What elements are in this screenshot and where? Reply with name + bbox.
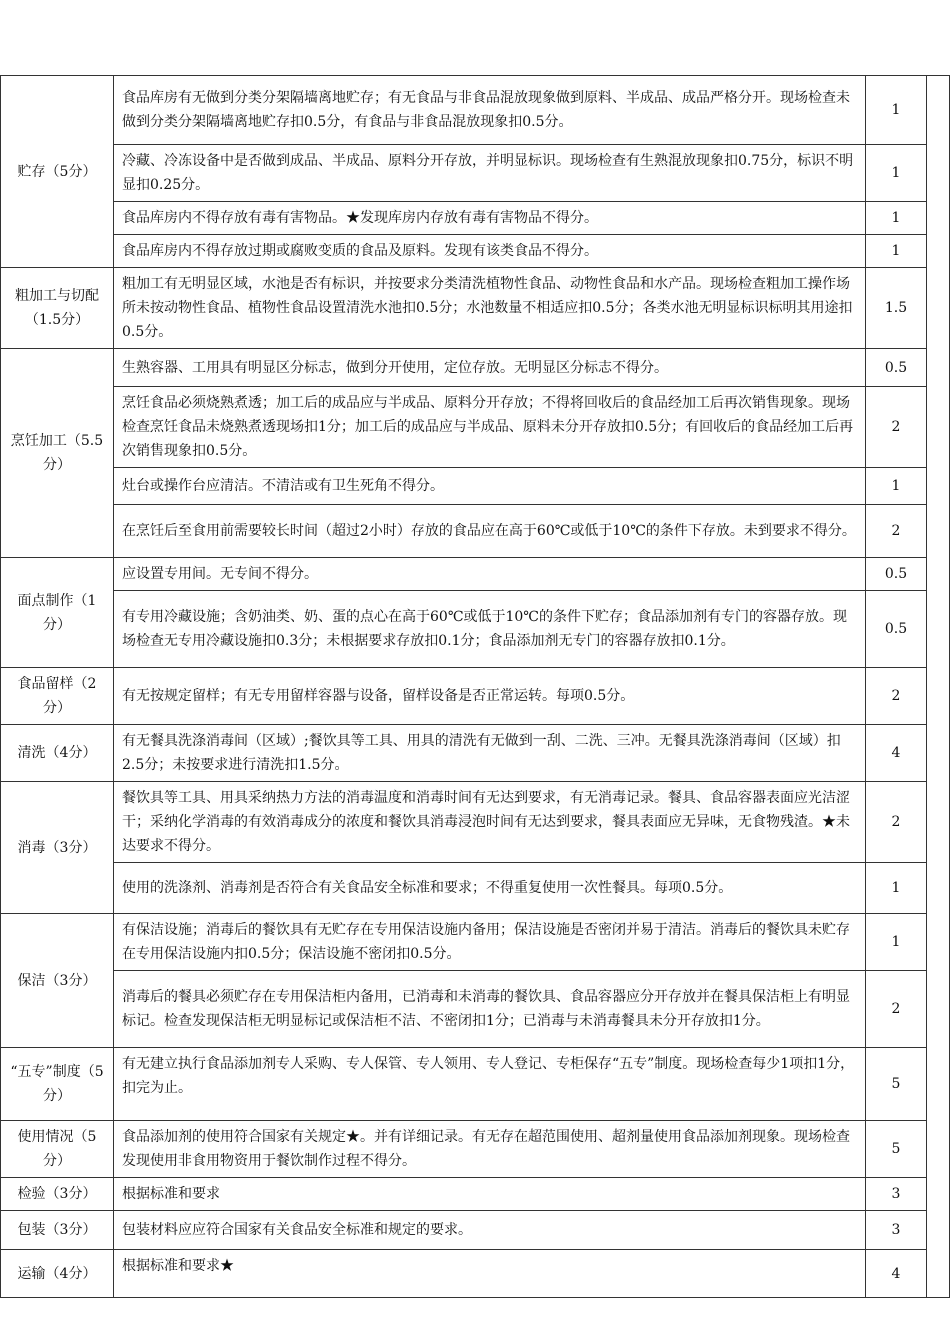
requirement-cell: 冷藏、冷冻设备中是否做到成品、半成品、原料分开存放，并明显标识。现场检查有生熟混放现象扣0.75分，标识不明显扣0.25分。 xyxy=(114,145,866,202)
score-cell: 4 xyxy=(866,725,927,782)
score-cell: 2 xyxy=(866,668,927,725)
requirement-cell: 有无按规定留样；有无专用留样容器与设备，留样设备是否正常运转。每项0.5分。 xyxy=(114,668,866,725)
category-cell: 清洗（4分） xyxy=(1,725,114,782)
score-cell: 0.5 xyxy=(866,349,927,387)
category-cell: 使用情况（5分） xyxy=(1,1121,114,1178)
category-cell: 烹饪加工（5.5分） xyxy=(1,349,114,558)
requirement-cell: 有无餐具洗涤消毒间（区域）;餐饮具等工具、用具的清洗有无做到一刮、二洗、三冲。无餐具洗涤消毒间（区域）扣2.5分；未按要求进行清洗扣1.5分。 xyxy=(114,725,866,782)
score-cell: 2 xyxy=(866,387,927,468)
table-row xyxy=(1,1178,950,1211)
table-row xyxy=(1,1250,950,1298)
table-row xyxy=(1,76,950,145)
score-cell: 1 xyxy=(866,76,927,145)
category-cell: 运输（4分） xyxy=(1,1250,114,1298)
table-row xyxy=(1,145,950,202)
table-row xyxy=(1,725,950,782)
score-cell: 1 xyxy=(866,468,927,505)
table-row xyxy=(1,591,950,668)
score-cell: 2 xyxy=(866,505,927,558)
requirement-cell: 有专用冷藏设施；含奶油类、奶、蛋的点心在高于60℃或低于10℃的条件下贮存；食品添加剂有专门的容器存放。现场检查无专用冷藏设施扣0.3分；未根据要求存放扣0.1分；食品添加剂无专门的容器存放扣0.1分。 xyxy=(114,591,866,668)
category-cell: “五专”制度（5分） xyxy=(1,1048,114,1121)
table-row xyxy=(1,202,950,235)
requirement-cell: 根据标准和要求 xyxy=(114,1178,866,1211)
requirement-cell: 食品库房有无做到分类分架隔墙离地贮存；有无食品与非食品混放现象做到原料、半成品、成品严格分开。现场检查未做到分类分架隔墙离地贮存扣0.5分，有食品与非食品混放现象扣0.5分。 xyxy=(114,76,866,145)
table-row xyxy=(1,782,950,863)
table-row xyxy=(1,863,950,914)
score-cell: 1 xyxy=(866,235,927,268)
score-cell: 1 xyxy=(866,202,927,235)
requirement-cell: 食品添加剂的使用符合国家有关规定★。并有详细记录。有无存在超范围使用、超剂量使用食品添加剂现象。现场检查发现使用非食用物资用于餐饮制作过程不得分。 xyxy=(114,1121,866,1178)
inspection-table xyxy=(0,75,950,1298)
table-row xyxy=(1,1121,950,1178)
score-cell: 1 xyxy=(866,145,927,202)
score-cell: 3 xyxy=(866,1211,927,1250)
table-row xyxy=(1,1048,950,1121)
score-cell: 2 xyxy=(866,782,927,863)
table-row xyxy=(1,1211,950,1250)
category-cell: 粗加工与切配（1.5分） xyxy=(1,268,114,349)
category-cell: 食品留样（2分） xyxy=(1,668,114,725)
requirement-cell: 餐饮具等工具、用具采纳热力方法的消毒温度和消毒时间有无达到要求，有无消毒记录。餐具、食品容器表面应光洁涩干；采纳化学消毒的有效消毒成分的浓度和餐饮具消毒浸泡时间有无达到要求，餐具表面应无异味，无食物残渣。★未达要求不得分。 xyxy=(114,782,866,863)
requirement-cell: 食品库房内不得存放有毒有害物品。★发现库房内存放有毒有害物品不得分。 xyxy=(114,202,866,235)
requirement-cell: 使用的洗涤剂、消毒剂是否符合有关食品安全标准和要求；不得重复使用一次性餐具。每项0.5分。 xyxy=(114,863,866,914)
category-cell: 面点制作（1分） xyxy=(1,558,114,668)
requirement-cell: 食品库房内不得存放过期或腐败变质的食品及原料。发现有该类食品不得分。 xyxy=(114,235,866,268)
requirement-cell: 应设置专用间。无专间不得分。 xyxy=(114,558,866,591)
score-cell: 0.5 xyxy=(866,591,927,668)
category-cell: 包装（3分） xyxy=(1,1211,114,1250)
table-row xyxy=(1,558,950,591)
score-cell: 2 xyxy=(866,971,927,1048)
requirement-cell: 包装材料应应符合国家有关食品安全标准和规定的要求。 xyxy=(114,1211,866,1250)
category-cell: 贮存（5分） xyxy=(1,76,114,268)
table-row xyxy=(1,235,950,268)
score-cell: 0.5 xyxy=(866,558,927,591)
score-cell: 1 xyxy=(866,863,927,914)
requirement-cell: 有保洁设施；消毒后的餐饮具有无贮存在专用保洁设施内备用；保洁设施是否密闭并易于清洁。消毒后的餐饮具未贮存在专用保洁设施内扣0.5分；保洁设施不密闭扣0.5分。 xyxy=(114,914,866,971)
blank-column xyxy=(927,76,950,1298)
table-row xyxy=(1,349,950,387)
requirement-cell: 在烹饪后至食用前需要较长时间（超过2小时）存放的食品应在高于60℃或低于10℃的条件下存放。未到要求不得分。 xyxy=(114,505,866,558)
score-cell: 5 xyxy=(866,1048,927,1121)
score-cell: 4 xyxy=(866,1250,927,1298)
category-cell: 消毒（3分） xyxy=(1,782,114,914)
score-cell: 1.5 xyxy=(866,268,927,349)
requirement-cell: 消毒后的餐具必须贮存在专用保洁柜内备用，已消毒和未消毒的餐饮具、食品容器应分开存放并在餐具保洁柜上有明显标记。检查发现保洁柜无明显标记或保洁柜不洁、不密闭扣1分；已消毒与未消毒餐具未分开存放扣1分。 xyxy=(114,971,866,1048)
table-row xyxy=(1,668,950,725)
requirement-cell: 灶台或操作台应清洁。不清洁或有卫生死角不得分。 xyxy=(114,468,866,505)
category-cell: 保洁（3分） xyxy=(1,914,114,1048)
category-cell: 检验（3分） xyxy=(1,1178,114,1211)
table-row xyxy=(1,268,950,349)
table-row xyxy=(1,505,950,558)
table-row xyxy=(1,971,950,1048)
requirement-cell: 根据标准和要求★ xyxy=(114,1250,866,1298)
table-row xyxy=(1,468,950,505)
score-cell: 5 xyxy=(866,1121,927,1178)
table-row xyxy=(1,387,950,468)
requirement-cell: 有无建立执行食品添加剂专人采购、专人保管、专人领用、专人登记、专柜保存“五专”制度。现场检查每少1项扣1分，扣完为止。 xyxy=(114,1048,866,1121)
score-cell: 3 xyxy=(866,1178,927,1211)
requirement-cell: 生熟容器、工用具有明显区分标志，做到分开使用，定位存放。无明显区分标志不得分。 xyxy=(114,349,866,387)
requirement-cell: 烹饪食品必须烧熟煮透；加工后的成品应与半成品、原料分开存放；不得将回收后的食品经加工后再次销售现象。现场检查烹饪食品未烧熟煮透现场扣1分；加工后的成品应与半成品、原料未分开存放扣0.5分；有回收后的食品经加工后再次销售现象扣0.5分。 xyxy=(114,387,866,468)
table-row xyxy=(1,914,950,971)
requirement-cell: 粗加工有无明显区域，水池是否有标识，并按要求分类清洗植物性食品、动物性食品和水产品。现场检查粗加工操作场所未按动物性食品、植物性食品设置清洗水池扣0.5分；水池数量不相适应扣0.5分；各类水池无明显标识标明其用途扣0.5分。 xyxy=(114,268,866,349)
score-cell: 1 xyxy=(866,914,927,971)
